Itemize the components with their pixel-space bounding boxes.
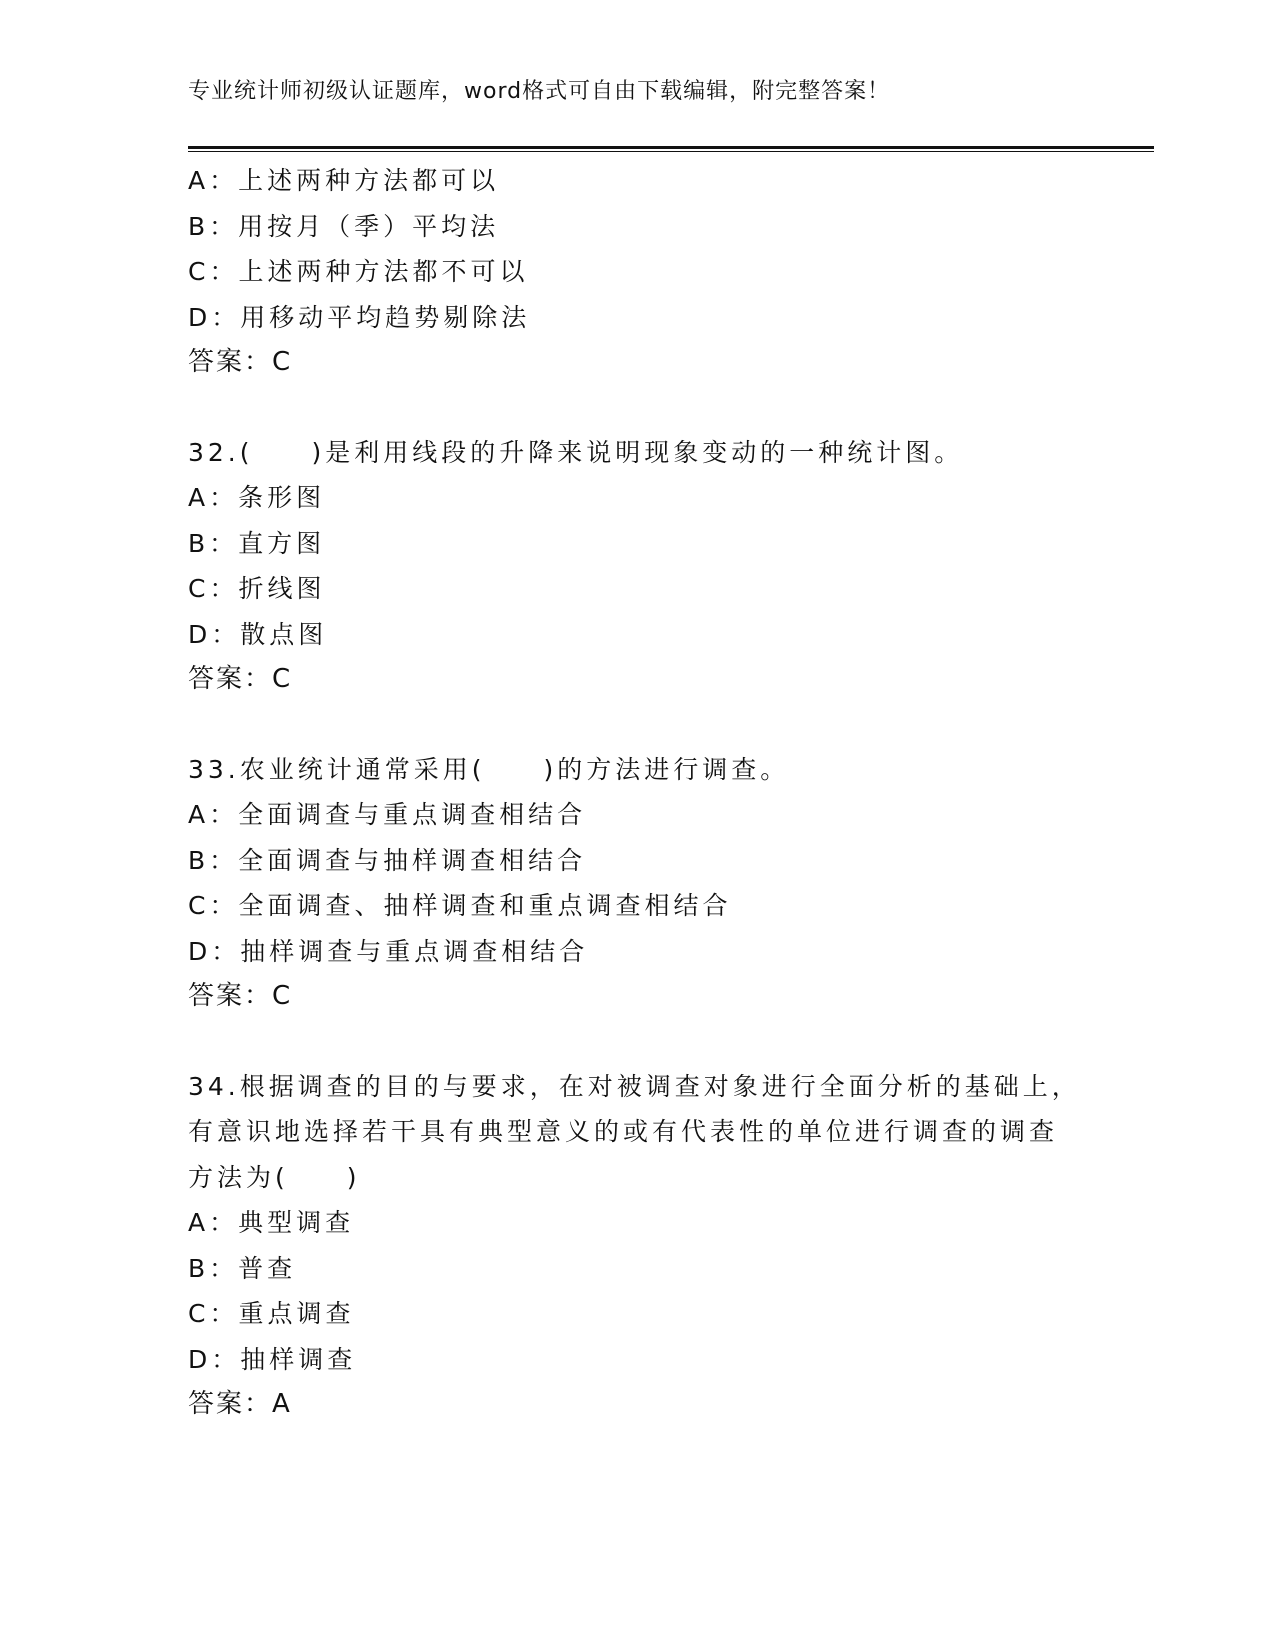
option-d: D：抽样调查与重点调查相结合 bbox=[188, 936, 589, 966]
header-divider-thin bbox=[188, 151, 1154, 152]
question-list bbox=[188, 158, 1088, 1428]
option-b: B：直方图 bbox=[188, 528, 326, 558]
answer: 答案：C bbox=[188, 981, 293, 1011]
spacer bbox=[188, 386, 1088, 430]
question-stem: 33.农业统计通常采用( )的方法进行调查。 bbox=[188, 754, 790, 784]
option-c: C：重点调查 bbox=[188, 1299, 355, 1328]
answer: 答案：C bbox=[188, 347, 293, 377]
option-c: C：全面调查、抽样调查和重点调查相结合 bbox=[188, 891, 732, 920]
option-a: A：全面调查与重点调查相结合 bbox=[188, 800, 587, 829]
option-a: A：上述两种方法都可以 bbox=[188, 166, 500, 195]
option-c: C：上述两种方法都不可以 bbox=[188, 257, 529, 286]
option-a: A：典型调查 bbox=[188, 1208, 355, 1237]
question-34 bbox=[188, 1064, 1088, 1428]
answer: 答案：A bbox=[188, 1389, 292, 1419]
option-d: D：散点图 bbox=[188, 619, 328, 649]
question-33 bbox=[188, 747, 1088, 1020]
option-b: B：全面调查与抽样调查相结合 bbox=[188, 845, 587, 875]
option-a: A：条形图 bbox=[188, 483, 326, 512]
question-31 bbox=[188, 158, 1088, 386]
option-b: B：用按月（季）平均法 bbox=[188, 211, 500, 241]
question-stem: 32.( )是利用线段的升降来说明现象变动的一种统计图。 bbox=[188, 437, 964, 467]
stem-line: 有意识地选择若干具有典型意义的或有代表性的单位进行调查的调查 bbox=[188, 1117, 1059, 1146]
stem-line: 方法为( ) bbox=[188, 1162, 361, 1192]
answer: 答案：C bbox=[188, 664, 293, 694]
stem-line: 34.根据调查的目的与要求，在对被调查对象进行全面分析的基础上， bbox=[188, 1071, 1081, 1101]
option-b: B：普查 bbox=[188, 1253, 297, 1283]
page-header: 专业统计师初级认证题库，word格式可自由下载编辑，附完整答案！ bbox=[188, 79, 891, 104]
option-d: D：抽样调查 bbox=[188, 1344, 357, 1374]
spacer bbox=[188, 1020, 1088, 1064]
option-c: C：折线图 bbox=[188, 574, 326, 603]
question-stem bbox=[188, 1064, 1088, 1201]
question-32 bbox=[188, 430, 1088, 703]
header-divider-thick bbox=[188, 146, 1154, 149]
spacer bbox=[188, 703, 1088, 747]
option-d: D：用移动平均趋势剔除法 bbox=[188, 302, 531, 332]
